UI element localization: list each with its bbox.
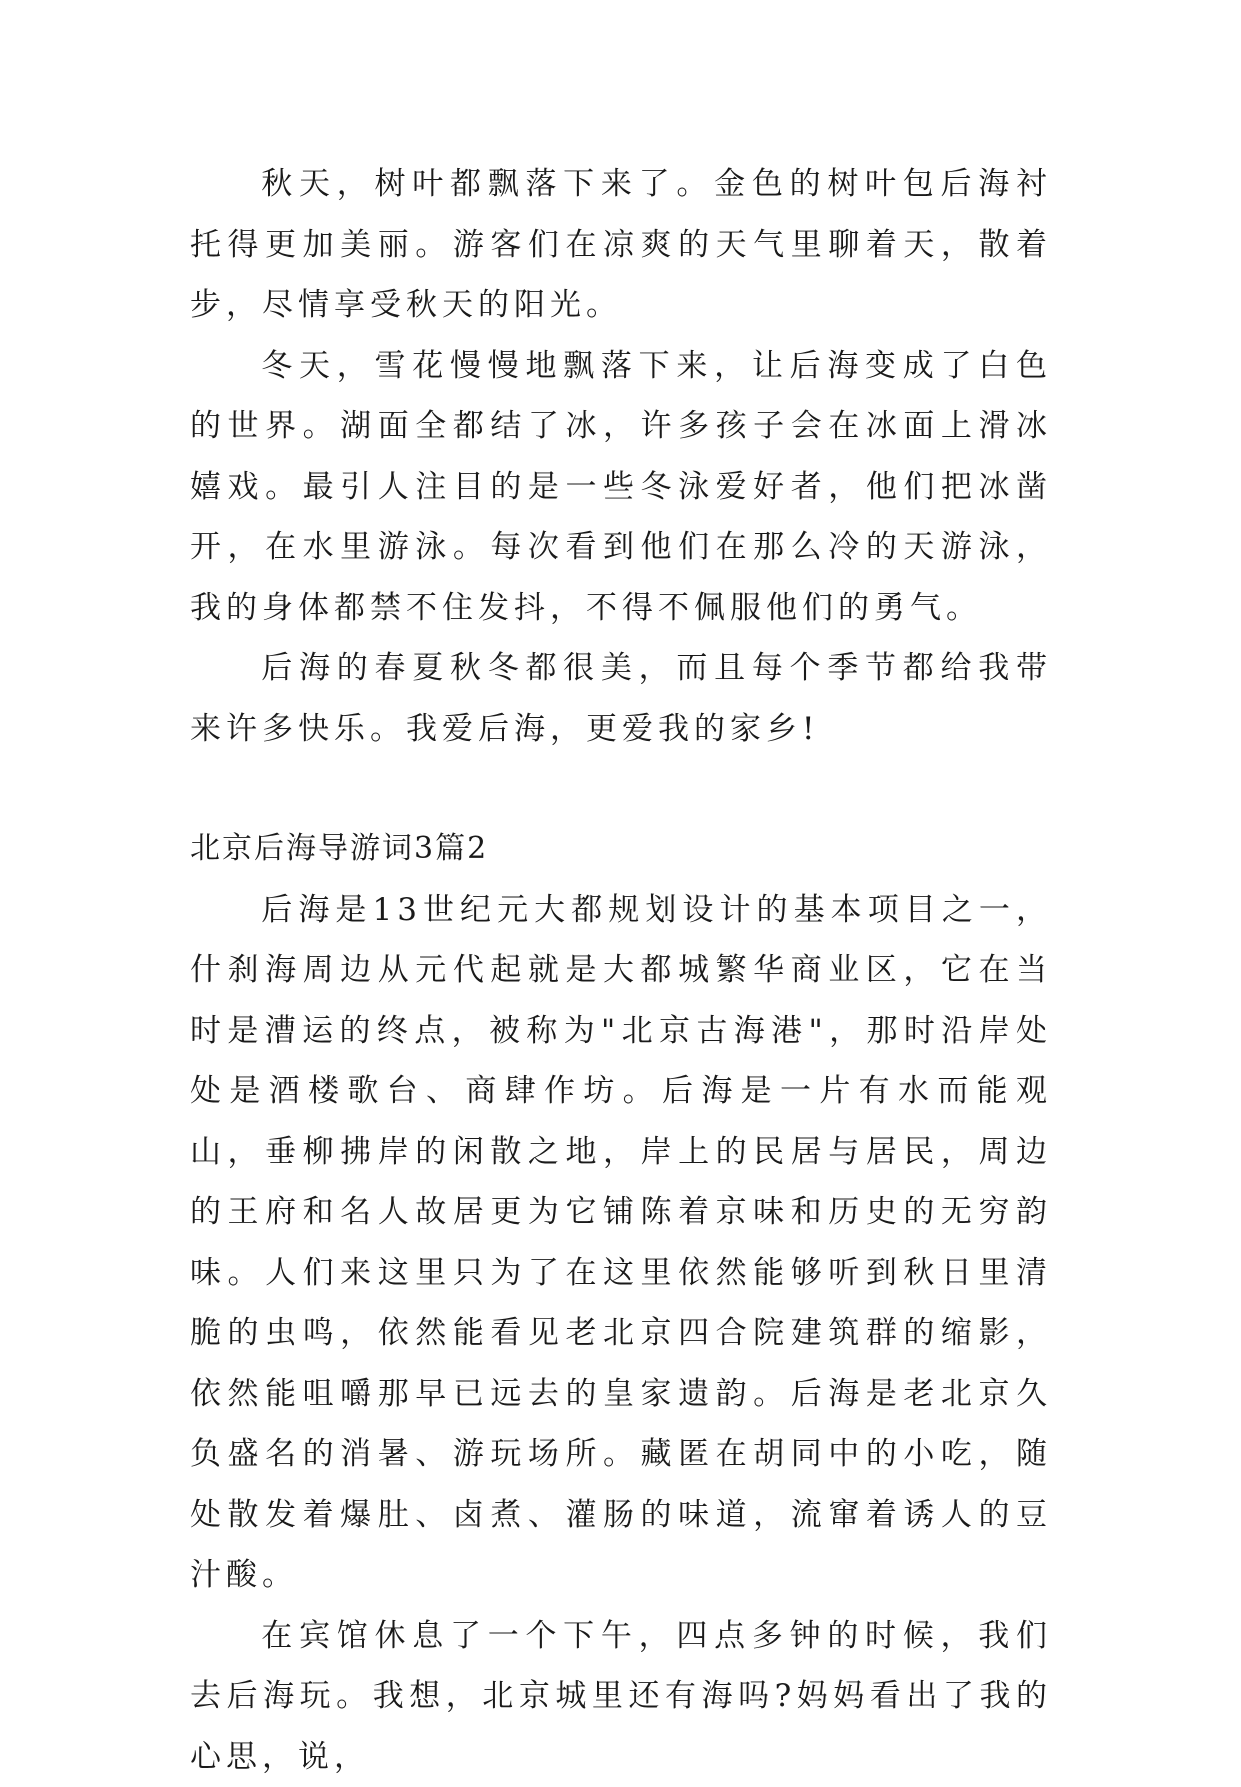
paragraph-visit: 在宾馆休息了一个下午，四点多钟的时候，我们去后海玩。我想，北京城里还有海吗?妈妈看出了我的心思，说， [190,1606,1052,1787]
paragraph-autumn: 秋天，树叶都飘落下来了。金色的树叶包后海衬托得更加美丽。游客们在凉爽的天气里聊着天，散着步，尽情享受秋天的阳光。 [190,154,1052,336]
paragraph-history: 后海是13世纪元大都规划设计的基本项目之一，什刹海周边从元代起就是大都城繁华商业区，它在当时是漕运的终点，被称为"北京古海港"，那时沿岸处处是酒楼歌台、商肆作坊。后海是一片有水而能观山，垂柳拂岸的闲散之地，岸上的民居与居民，周边的王府和名人故居更为它铺陈着京味和历史的无穷韵味。人们来这里只为了在这里依然能够听到秋日里清脆的虫鸣，依然能看见老北京四合院建筑群的缩影，依然能咀嚼那早已远去的皇家遗韵。后海是老北京久负盛名的消暑、游玩场所。藏匿在胡同中的小吃，随处散发着爆肚、卤煮、灌肠的味道，流窜着诱人的豆汁酸。 [190,880,1052,1606]
paragraph-winter: 冬天，雪花慢慢地飘落下来，让后海变成了白色的世界。湖面全都结了冰，许多孩子会在冰面上滑冰嬉戏。最引人注目的是一些冬泳爱好者，他们把冰凿开，在水里游泳。每次看到他们在那么冷的天游泳，我的身体都禁不住发抖，不得不佩服他们的勇气。 [190,336,1052,639]
section-heading: 北京后海导游词3篇2 [190,819,1052,880]
paragraph-conclusion: 后海的春夏秋冬都很美，而且每个季节都给我带来许多快乐。我爱后海，更爱我的家乡! [190,638,1052,759]
document-body [190,154,1052,1787]
